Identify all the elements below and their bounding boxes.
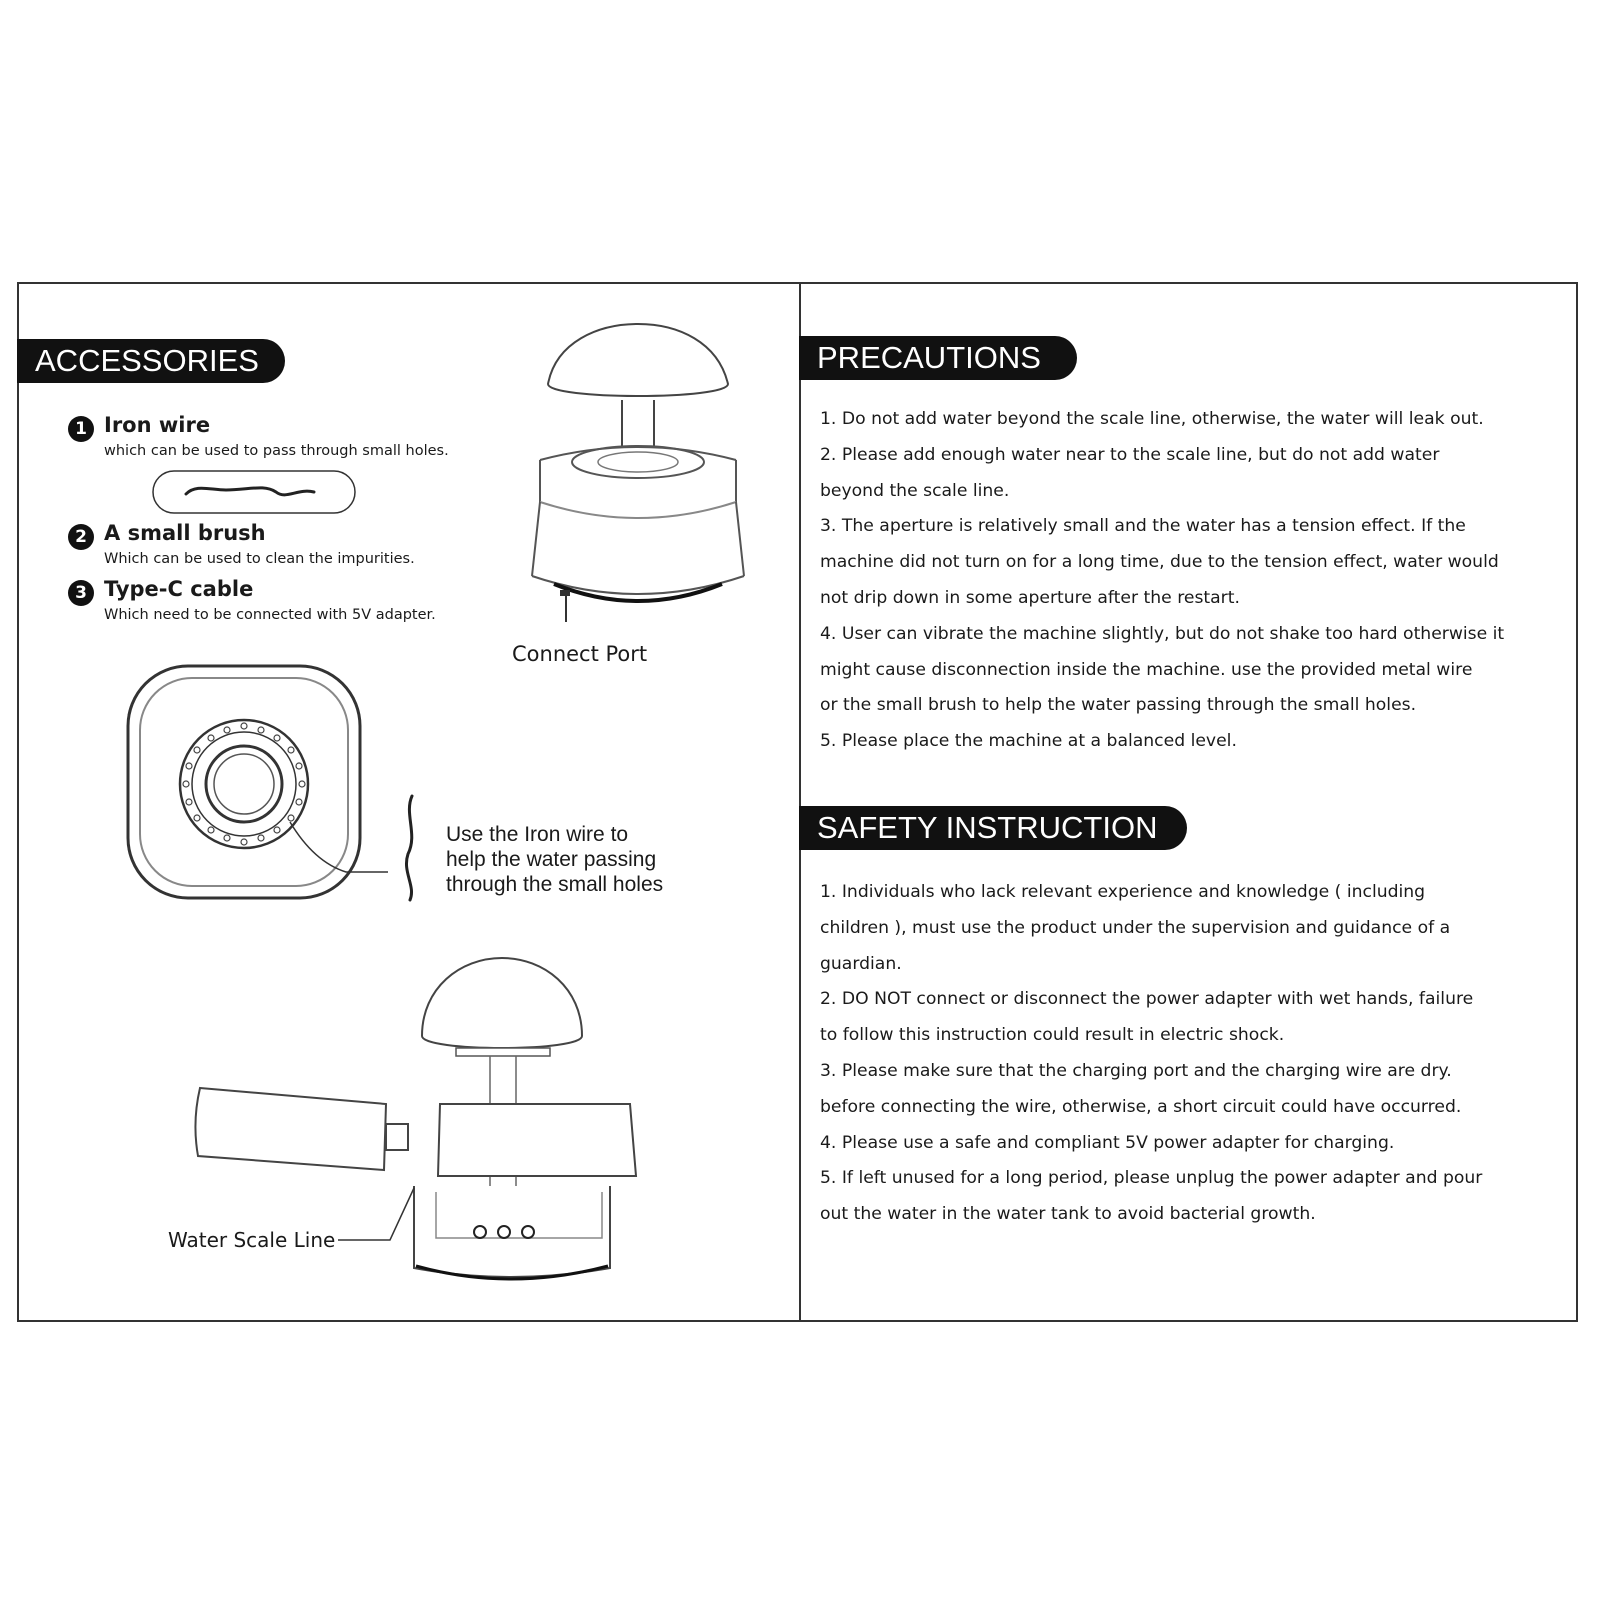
list-item: 2. Please add enough water near to the scale line, but do not add water bbox=[820, 444, 1440, 465]
iron-wire-note-line: Use the Iron wire to bbox=[446, 823, 629, 846]
list-item: machine did not turn on for a long time, due to the tension effect, water would bbox=[820, 552, 1499, 573]
list-item: 4. User can vibrate the machine slightly, but do not shake too hard otherwise it bbox=[820, 623, 1505, 644]
list-item: to follow this instruction could result in electric shock. bbox=[820, 1025, 1285, 1046]
humidifier-illustration bbox=[528, 322, 748, 632]
list-item: 5. Please place the machine at a balanced level. bbox=[820, 731, 1237, 752]
list-item: 3. Please make sure that the charging port and the charging wire are dry. bbox=[820, 1060, 1452, 1081]
water-scale-line-label: Water Scale Line bbox=[168, 1228, 336, 1252]
list-item: 2. DO NOT connect or disconnect the power adapter with wet hands, failure bbox=[820, 989, 1474, 1010]
iron-wire-note-line: through the small holes bbox=[446, 873, 664, 896]
list-item: 1. Do not add water beyond the scale line, otherwise, the water will leak out. bbox=[820, 409, 1484, 429]
list-item: 4. Please use a safe and compliant 5V power adapter for charging. bbox=[820, 1132, 1395, 1153]
top-view-illustration bbox=[124, 662, 364, 902]
accessory-title: Type-C cable bbox=[104, 577, 254, 601]
connect-port-label: Connect Port bbox=[512, 642, 648, 666]
accessory-description: Which need to be connected with 5V adapter. bbox=[104, 607, 436, 623]
iron-wire-icon bbox=[152, 470, 356, 514]
accessory-title: A small brush bbox=[104, 521, 266, 545]
list-item: 1. Individuals who lack relevant experience and knowledge ( including bbox=[820, 882, 1426, 902]
list-item: might cause disconnection inside the machine. use the provided metal wire bbox=[820, 659, 1473, 680]
safety-instruction-list bbox=[820, 875, 1520, 1233]
accessory-number: 1 bbox=[68, 416, 94, 442]
center-divider bbox=[799, 284, 801, 1320]
list-item: 3. The aperture is relatively small and the water has a tension effect. If the bbox=[820, 516, 1466, 537]
accessory-description: which can be used to pass through small holes. bbox=[104, 443, 449, 459]
accessory-title: Iron wire bbox=[104, 413, 211, 437]
list-item: beyond the scale line. bbox=[820, 480, 1010, 501]
list-item: before connecting the wire, otherwise, a short circuit could have occurred. bbox=[820, 1096, 1462, 1117]
iron-wire-note-line: help the water passing bbox=[446, 848, 657, 871]
list-item: 5. If left unused for a long period, please unplug the power adapter and pour bbox=[820, 1168, 1483, 1189]
iron-wire-icon bbox=[400, 794, 424, 904]
list-item: guardian. bbox=[820, 953, 902, 974]
list-item: out the water in the water tank to avoid bacterial growth. bbox=[820, 1204, 1316, 1225]
precautions-list bbox=[820, 402, 1520, 760]
accessories-heading: ACCESSORIES bbox=[17, 339, 285, 383]
precautions-heading: PRECAUTIONS bbox=[799, 336, 1077, 380]
list-item: not drip down in some aperture after the restart. bbox=[820, 587, 1240, 608]
iron-wire-note bbox=[446, 822, 663, 897]
accessory-description: Which can be used to clean the impurities. bbox=[104, 551, 415, 567]
safety-instruction-heading: SAFETY INSTRUCTION bbox=[799, 806, 1187, 850]
accessory-number: 3 bbox=[68, 580, 94, 606]
list-item: or the small brush to help the water passing through the small holes. bbox=[820, 695, 1417, 716]
accessory-number: 2 bbox=[68, 524, 94, 550]
list-item: children ), must use the product under the supervision and guidance of a bbox=[820, 917, 1451, 938]
